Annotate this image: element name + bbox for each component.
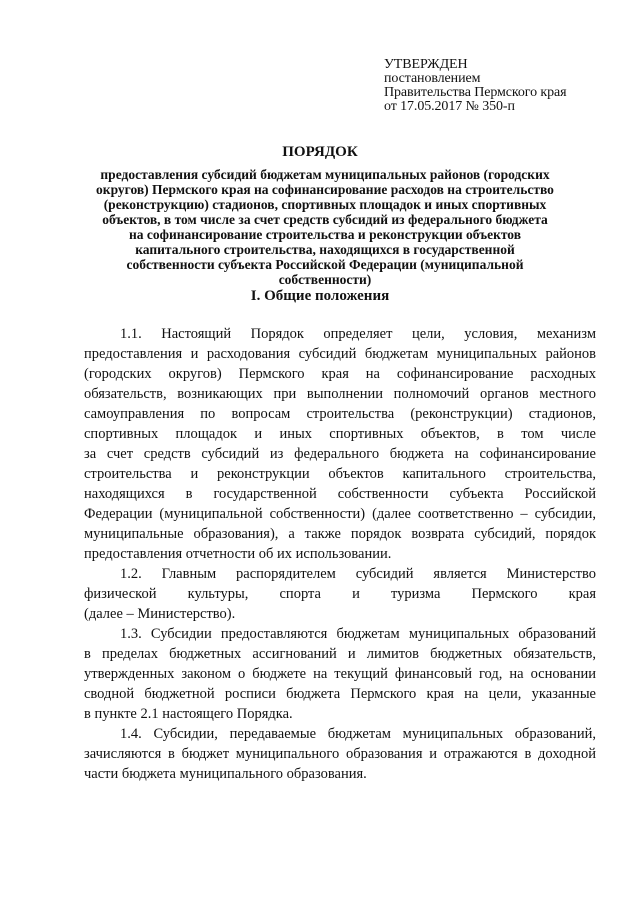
document-body bbox=[84, 324, 596, 784]
subtitle-line: собственности) bbox=[278, 272, 372, 287]
text-line: части бюджета муниципального образования. bbox=[84, 766, 367, 782]
section-heading: I. Общие положения bbox=[250, 288, 390, 304]
subtitle-line: собственности субъекта Российской Федерации (муниципальной bbox=[126, 257, 524, 272]
text-line: за счет средств субсидий из федерального бюджета на софинансирование bbox=[84, 446, 596, 462]
subtitle-line: капитального строительства, находящихся в государственной bbox=[135, 242, 515, 257]
approval-line: Правительства Пермского края bbox=[384, 85, 567, 100]
text-line: обязательств, возникающих при выполнении полномочий органов местного bbox=[84, 386, 596, 402]
text-line: (городских округов) Пермского края на софинансирование расходных bbox=[84, 366, 596, 382]
text-line: муниципальные образования), а также порядок возврата субсидий, порядок bbox=[84, 526, 596, 542]
subtitle-line: объектов, в том числе за счет средств субсидий из федерального бюджета bbox=[102, 212, 548, 227]
text-line: сводной бюджетной росписи бюджета Пермского края на цели, указанные bbox=[84, 686, 596, 702]
approval-line: от 17.05.2017 № 350-п bbox=[384, 99, 515, 114]
document-subtitle bbox=[84, 167, 566, 287]
text-line: в пределах бюджетных ассигнований и лимитов бюджетных обязательств, bbox=[84, 646, 596, 662]
text-line: 1.3. Субсидии предоставляются бюджетам муниципальных образований bbox=[120, 626, 596, 642]
paragraph-1-4 bbox=[84, 724, 596, 784]
text-line: 1.2. Главным распорядителем субсидий является Министерство bbox=[120, 566, 596, 582]
paragraph-1-1 bbox=[84, 324, 596, 564]
paragraph-1-2 bbox=[84, 564, 596, 624]
text-line: строительства и реконструкции объектов капитального строительства, bbox=[84, 466, 596, 482]
text-line: самоуправления по вопросам строительства (реконструкции) стадионов, bbox=[84, 406, 596, 422]
text-line: предоставления и расходования субсидий бюджетам муниципальных районов bbox=[84, 346, 596, 362]
paragraph-1-3 bbox=[84, 624, 596, 724]
text-line: предоставления отчетности об их использовании. bbox=[84, 546, 392, 562]
document-title: ПОРЯДОК bbox=[282, 144, 358, 160]
text-line: 1.1. Настоящий Порядок определяет цели, условия, механизм bbox=[120, 326, 596, 342]
text-line: утвержденных законом о бюджете на текущий финансовый год, на основании bbox=[84, 666, 596, 682]
text-line: (далее – Министерство). bbox=[84, 606, 236, 622]
approval-line: постановлением bbox=[384, 71, 481, 86]
approval-line: УТВЕРЖДЕН bbox=[384, 57, 468, 72]
subtitle-line: предоставления субсидий бюджетам муниципальных районов (городских bbox=[100, 167, 550, 182]
subtitle-line: округов) Пермского края на софинансирование расходов на строительство bbox=[96, 182, 554, 197]
text-line: 1.4. Субсидии, передаваемые бюджетам муниципальных образований, bbox=[120, 726, 596, 742]
text-line: находящихся в государственной собственности субъекта Российской bbox=[84, 486, 596, 502]
text-line: зачисляются в бюджет муниципального образования и отражаются в доходной bbox=[84, 746, 596, 762]
approval-stamp bbox=[384, 58, 624, 114]
subtitle-line: на софинансирование строительства и реконструкции объектов bbox=[128, 227, 522, 242]
text-line: Федерации (муниципальной собственности) (далее соответственно – субсидии, bbox=[84, 506, 596, 522]
text-line: спортивных площадок и иных спортивных объектов, в том числе bbox=[84, 426, 596, 442]
text-line: физической культуры, спорта и туризма Пермского края bbox=[84, 586, 596, 602]
text-line: в пункте 2.1 настоящего Порядка. bbox=[84, 706, 293, 722]
subtitle-line: (реконструкцию) стадионов, спортивных площадок и иных спортивных bbox=[103, 197, 547, 212]
